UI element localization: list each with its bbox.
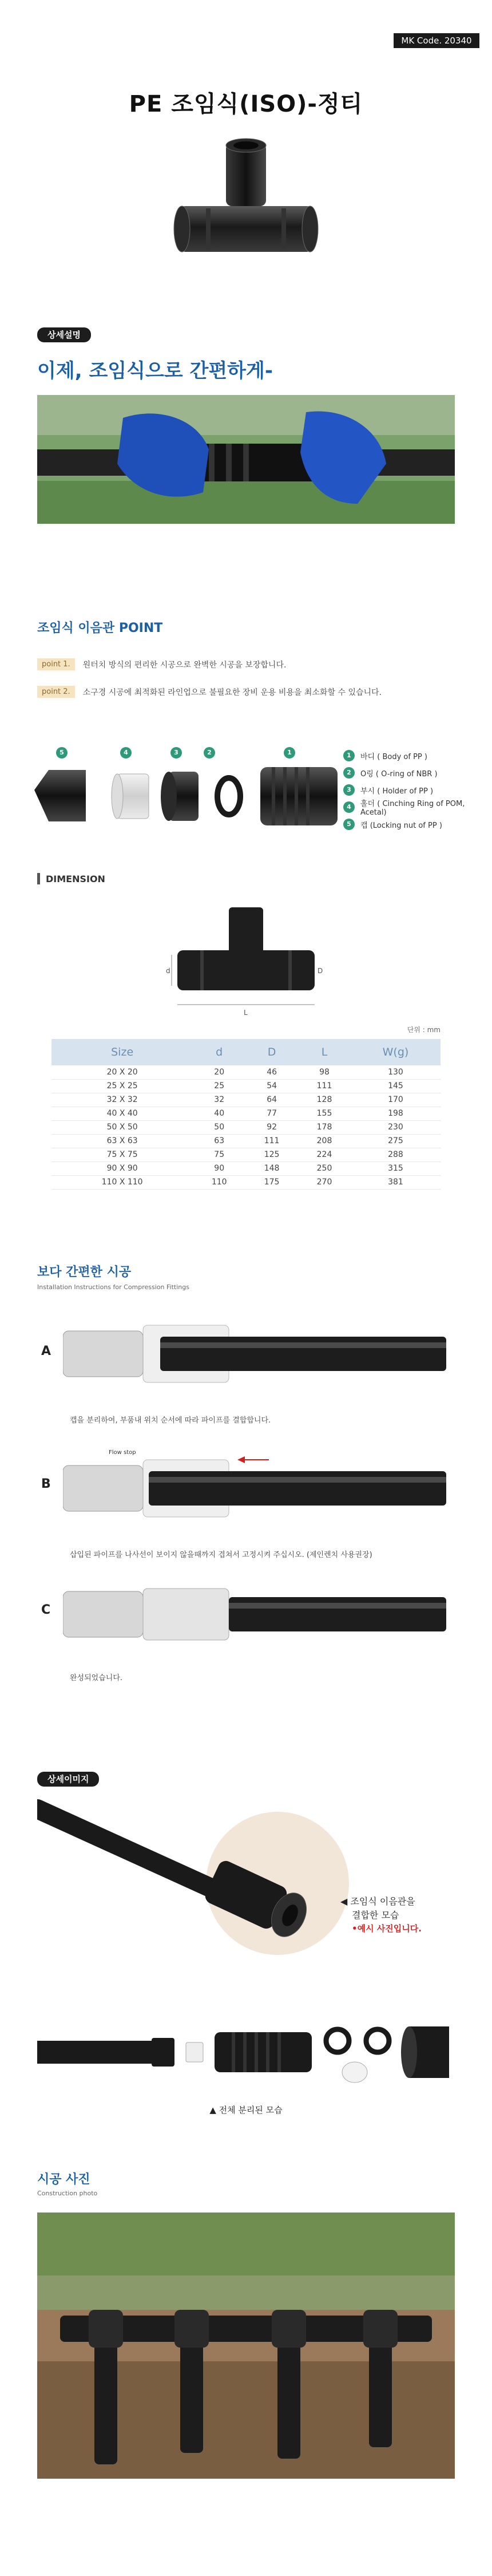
table-cell: 63 bbox=[193, 1134, 245, 1148]
dimension-table bbox=[51, 1039, 441, 1190]
table-row bbox=[51, 1079, 441, 1093]
table-cell: 92 bbox=[245, 1120, 298, 1134]
table-cell: 148 bbox=[245, 1161, 298, 1175]
table-cell: 288 bbox=[351, 1148, 441, 1161]
tee-fitting-hero-image bbox=[172, 137, 320, 286]
diagram-label-L: L bbox=[244, 1009, 248, 1017]
legend-label: 홀더 ( Cinching Ring of POM, Acetal) bbox=[360, 800, 465, 817]
table-cell: 250 bbox=[298, 1161, 351, 1175]
installation-hands-photo bbox=[37, 395, 455, 524]
part-number-badge: 5 bbox=[56, 747, 68, 758]
table-cell: 230 bbox=[351, 1120, 441, 1134]
dimension-label: DIMENSION bbox=[46, 873, 105, 884]
table-row bbox=[51, 1065, 441, 1079]
table-cell: 46 bbox=[245, 1065, 298, 1079]
construction-heading bbox=[37, 2170, 97, 2197]
legend-item bbox=[343, 799, 492, 816]
table-row bbox=[51, 1134, 441, 1148]
point-text: 소구경 시공에 최적화된 라인업으로 불필요한 장비 운용 비용을 최소화할 수 있습니다. bbox=[82, 688, 382, 697]
step-b-image bbox=[63, 1443, 463, 1534]
table-cell: 315 bbox=[351, 1161, 441, 1175]
diagram-label-d: d bbox=[166, 967, 170, 975]
detail-description-pill: 상세설명 bbox=[37, 327, 91, 342]
step-letter: A bbox=[41, 1344, 51, 1358]
table-cell: 50 bbox=[193, 1120, 245, 1134]
table-cell: 110 X 110 bbox=[51, 1175, 193, 1189]
legend-label: 바디 ( Body of PP ) bbox=[360, 752, 427, 761]
bubble-line-text: 결합한 모습 bbox=[352, 1910, 399, 1921]
legend-label: 부시 ( Holder of PP ) bbox=[360, 787, 434, 796]
legend-number: 1 bbox=[343, 750, 355, 761]
table-cell: 50 X 50 bbox=[51, 1120, 193, 1134]
table-row bbox=[51, 1175, 441, 1189]
table-cell: 125 bbox=[245, 1148, 298, 1161]
part-number-badge: 2 bbox=[204, 747, 215, 758]
table-row bbox=[51, 1093, 441, 1107]
part-number-badge: 1 bbox=[284, 747, 295, 758]
table-cell: 175 bbox=[245, 1175, 298, 1189]
legend-item bbox=[343, 747, 492, 764]
legend-number: 5 bbox=[343, 819, 355, 830]
table-cell: 111 bbox=[245, 1134, 298, 1148]
diagram-label-D: D bbox=[318, 967, 323, 975]
dimension-heading bbox=[37, 873, 105, 884]
mk-code-badge: MK Code. 20340 bbox=[394, 33, 479, 48]
table-cell: 32 bbox=[193, 1093, 245, 1107]
step-letter: C bbox=[41, 1603, 51, 1617]
exploded-fitting-image bbox=[37, 2015, 455, 2089]
point-row-1 bbox=[37, 658, 286, 670]
exploded-caption: ▲ 전체 분리된 모습 bbox=[209, 2105, 283, 2115]
table-cell: 75 X 75 bbox=[51, 1148, 193, 1161]
table-cell: 145 bbox=[351, 1079, 441, 1093]
install-heading bbox=[37, 1262, 189, 1291]
install-title: 보다 간편한 시공 bbox=[37, 1265, 132, 1279]
table-row bbox=[51, 1120, 441, 1134]
legend-item bbox=[343, 781, 492, 799]
table-cell: 90 X 90 bbox=[51, 1161, 193, 1175]
table-cell: 40 bbox=[193, 1107, 245, 1120]
bubble-caption bbox=[340, 1895, 422, 1934]
point-row-2 bbox=[37, 686, 382, 698]
example-photo-note: •예시 사진입니다. bbox=[352, 1923, 422, 1934]
table-cell: 178 bbox=[298, 1120, 351, 1134]
table-cell: 270 bbox=[298, 1175, 351, 1189]
page-title: PE 조임식(ISO)-정티 bbox=[129, 91, 363, 117]
table-row bbox=[51, 1161, 441, 1175]
point-section-title bbox=[37, 618, 162, 636]
section-bar bbox=[37, 873, 40, 884]
detail-images-pill: 상세이미지 bbox=[37, 1772, 99, 1787]
table-row bbox=[51, 1107, 441, 1120]
bubble-line-text: 조임식 이음관을 bbox=[350, 1896, 415, 1907]
table-cell: 63 X 63 bbox=[51, 1134, 193, 1148]
legend-number: 2 bbox=[343, 767, 355, 779]
construction-photo bbox=[37, 2212, 455, 2479]
table-cell: 64 bbox=[245, 1093, 298, 1107]
table-row bbox=[51, 1148, 441, 1161]
table-cell: 32 X 32 bbox=[51, 1093, 193, 1107]
table-body bbox=[51, 1065, 441, 1189]
legend-item bbox=[343, 764, 492, 781]
step-text: 삽입된 파이프를 나사선이 보이지 않을때까지 겹쳐서 고정시켜 주십시오. (제인렌치 사용권장) bbox=[70, 1551, 372, 1559]
table-cell: 20 X 20 bbox=[51, 1065, 193, 1079]
step-text: 완성되었습니다. bbox=[70, 1674, 123, 1682]
column-header: d bbox=[193, 1039, 245, 1065]
column-header: W(g) bbox=[351, 1039, 441, 1065]
legend-label: O링 ( O-ring of NBR ) bbox=[360, 769, 438, 779]
table-cell: 110 bbox=[193, 1175, 245, 1189]
point-tag: point 2. bbox=[37, 686, 75, 698]
table-cell: 98 bbox=[298, 1065, 351, 1079]
table-cell: 25 X 25 bbox=[51, 1079, 193, 1093]
parts-legend bbox=[343, 747, 492, 833]
point-tag: point 1. bbox=[37, 658, 75, 670]
unit-label: 단위 : mm bbox=[407, 1026, 441, 1034]
table-cell: 275 bbox=[351, 1134, 441, 1148]
table-cell: 170 bbox=[351, 1093, 441, 1107]
step-letter: B bbox=[41, 1477, 51, 1491]
table-cell: 155 bbox=[298, 1107, 351, 1120]
point-title-english: POINT bbox=[118, 621, 163, 635]
install-subtitle: Installation Instructions for Compression Fittings bbox=[37, 1283, 189, 1291]
legend-number: 3 bbox=[343, 784, 355, 796]
column-header: Size bbox=[51, 1039, 193, 1065]
legend-item bbox=[343, 816, 492, 833]
construction-subtitle: Construction photo bbox=[37, 2190, 98, 2197]
table-cell: 111 bbox=[298, 1079, 351, 1093]
table-cell: 381 bbox=[351, 1175, 441, 1189]
table-cell: 54 bbox=[245, 1079, 298, 1093]
flow-stop-label: Flow stop bbox=[109, 1449, 136, 1456]
part-number-badge: 3 bbox=[170, 747, 182, 758]
table-cell: 130 bbox=[351, 1065, 441, 1079]
exploded-parts-image bbox=[31, 744, 340, 836]
step-text: 캡을 분리하여, 부품내 위치 순서에 따라 파이프를 결합합니다. bbox=[70, 1416, 271, 1425]
table-cell: 128 bbox=[298, 1093, 351, 1107]
table-cell: 77 bbox=[245, 1107, 298, 1120]
construction-title: 시공 사진 bbox=[37, 2172, 90, 2187]
column-header: D bbox=[245, 1039, 298, 1065]
step-c-image bbox=[63, 1571, 463, 1657]
part-number-badge: 4 bbox=[120, 747, 132, 758]
table-header-row bbox=[51, 1039, 441, 1065]
dimension-diagram bbox=[166, 904, 326, 1019]
table-cell: 208 bbox=[298, 1134, 351, 1148]
table-cell: 20 bbox=[193, 1065, 245, 1079]
table-cell: 75 bbox=[193, 1148, 245, 1161]
step-a-image bbox=[63, 1311, 463, 1397]
column-header: L bbox=[298, 1039, 351, 1065]
legend-number: 4 bbox=[343, 801, 355, 813]
legend-label: 캡 (Locking nut of PP ) bbox=[360, 821, 442, 830]
assembled-fitting-image bbox=[37, 1797, 392, 1969]
table-cell: 90 bbox=[193, 1161, 245, 1175]
bubble-line: ◀ 조임식 이음관을 bbox=[340, 1896, 415, 1907]
table-cell: 224 bbox=[298, 1148, 351, 1161]
headline: 이제, 조임식으로 간편하게- bbox=[37, 359, 273, 382]
point-title-korean: 조임식 이음관 bbox=[37, 621, 115, 635]
table-cell: 198 bbox=[351, 1107, 441, 1120]
table-cell: 40 X 40 bbox=[51, 1107, 193, 1120]
point-text: 원터치 방식의 편리한 시공으로 완벽한 시공을 보장합니다. bbox=[82, 660, 287, 670]
table-cell: 25 bbox=[193, 1079, 245, 1093]
